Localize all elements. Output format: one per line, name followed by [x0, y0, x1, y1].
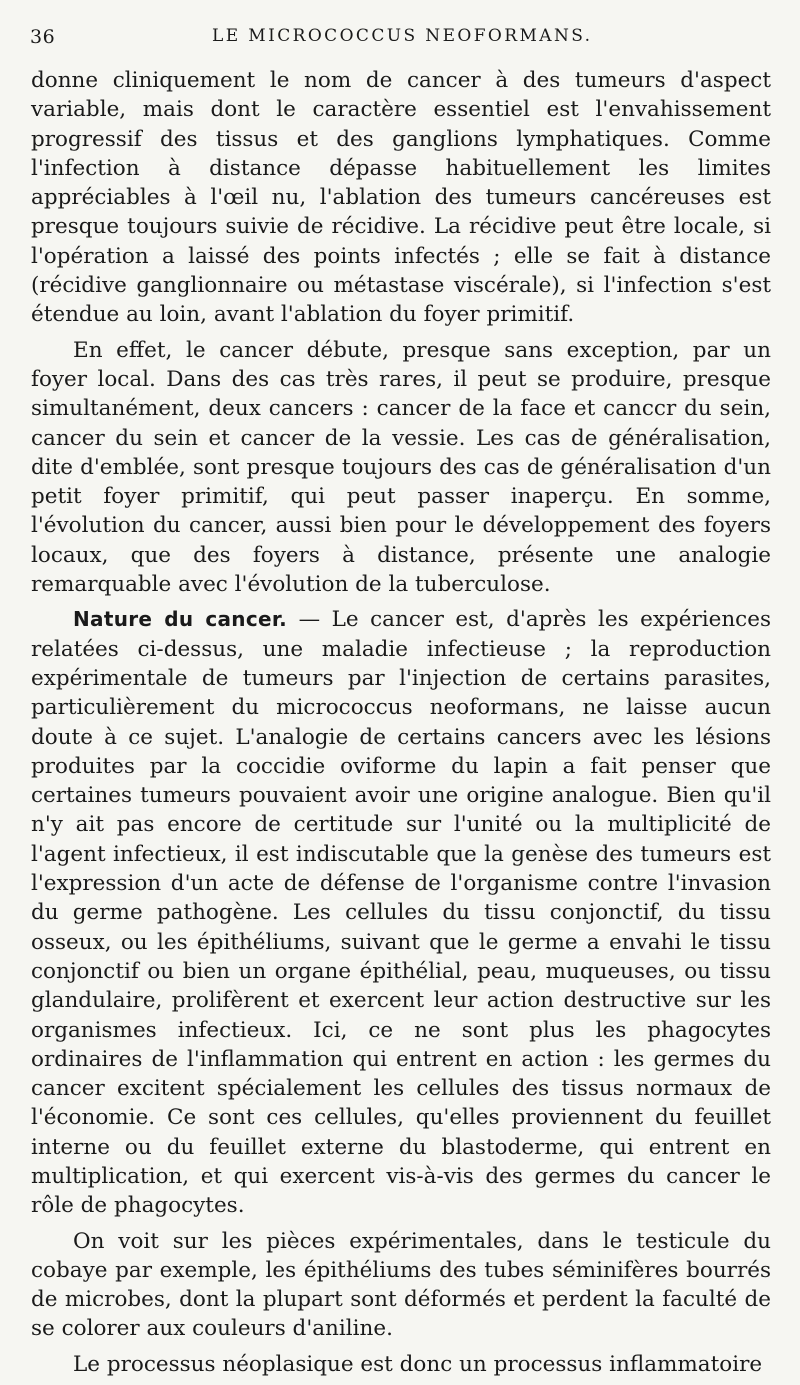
running-title: LE MICROCOCCUS NEOFORMANS. — [212, 26, 593, 46]
section-heading: Nature du cancer. — [73, 607, 288, 632]
paragraph-text: En effet, le cancer débute, presque sans exception, par un foyer local. Dans des cas très rares, il peut se produire, presque simultanément, deux cancers : cancer de la face et canccr du sein, cancer du sein et cancer de la vessie. Les cas de généralisation, dite d'emblée, sont presque toujours des cas de généralisation d'un petit foyer primitif, qui peut passer inaperçu. En somme, l'évolution du cancer, aussi bien pour le développement des foyers locaux, que des foyers à distance, présente une analogie remarquable avec l'évolution de la tuberculose. — [31, 337, 771, 598]
paragraph-text: On voit sur les pièces expérimentales, dans le testicule du cobaye par exemple, les épithéliums des tubes séminifères bourrés de microbes, dont la plupart sont déformés et perdent la faculté de se colorer aux couleurs d'aniline. — [31, 1228, 771, 1342]
paragraph-nature-du-cancer — [31, 605, 771, 1220]
paragraph-continuation — [31, 66, 771, 330]
body-text — [31, 66, 771, 1385]
paragraph-text: — Le cancer est, d'après les expériences relatées ci-dessus, une maladie infectieuse ; la reproduction expérimentale de tumeurs par l'injection de certains parasites, particulièrement du micrococcus neoformans, ne laisse aucun doute à ce sujet. L'analogie de certains cancers avec les lésions produites par la coccidie oviforme du lapin a fait penser que certaines tumeurs pouvaient avoir une origine analogue. Bien qu'il n'y ait pas encore de certitude sur l'unité ou la multiplicité de l'agent infectieux, il est indiscutable que la genèse des tumeurs est l'expression d'un acte de défense de l'organisme contre l'invasion du germe pathogène. Les cellules du tissu conjonctif, du tissu osseux, ou les épithéliums, suivant que le germe a envahi le tissu conjonctif ou bien un organe épithélial, peau, muqueuses, ou tissu glandulaire, prolifèrent et exercent leur action destructive sur les organismes infectieux. Ici, ce ne sont plus les phagocytes ordinaires de l'inflammation qui entrent en action : les germes du cancer excitent spécialement les cellules des tissus normaux de l'économie. Ce sont ces cellules, qu'elles proviennent du feuillet interne ou du feuillet externe du blastoderme, qui entrent en multiplication, et qui exercent vis-à-vis des germes du cancer le rôle de phagocytes. — [31, 607, 771, 1219]
page-number: 36 — [30, 26, 56, 48]
paragraph-final-line — [31, 1350, 771, 1379]
paragraph — [31, 336, 771, 600]
paragraph-text: Le processus néoplasique est donc un processus inflammatoire — [73, 1351, 763, 1377]
paragraph-text: donne cliniquement le nom de cancer à des tumeurs d'aspect variable, mais dont le caractère essentiel est l'envahissement progressif des tissus et des ganglions lymphatiques. Comme l'infection à distance dépasse habituellement les limites appréciables à l'œil nu, l'ablation des tumeurs cancéreuses est presque toujours suivie de récidive. La récidive peut être locale, si l'opération a laissé des points infectés ; elle se fait à distance (récidive ganglionnaire ou métastase viscérale), si l'infection s'est étendue au loin, avant l'ablation du foyer primitif. — [31, 68, 771, 328]
page-header — [30, 26, 770, 56]
paragraph — [31, 1227, 771, 1344]
